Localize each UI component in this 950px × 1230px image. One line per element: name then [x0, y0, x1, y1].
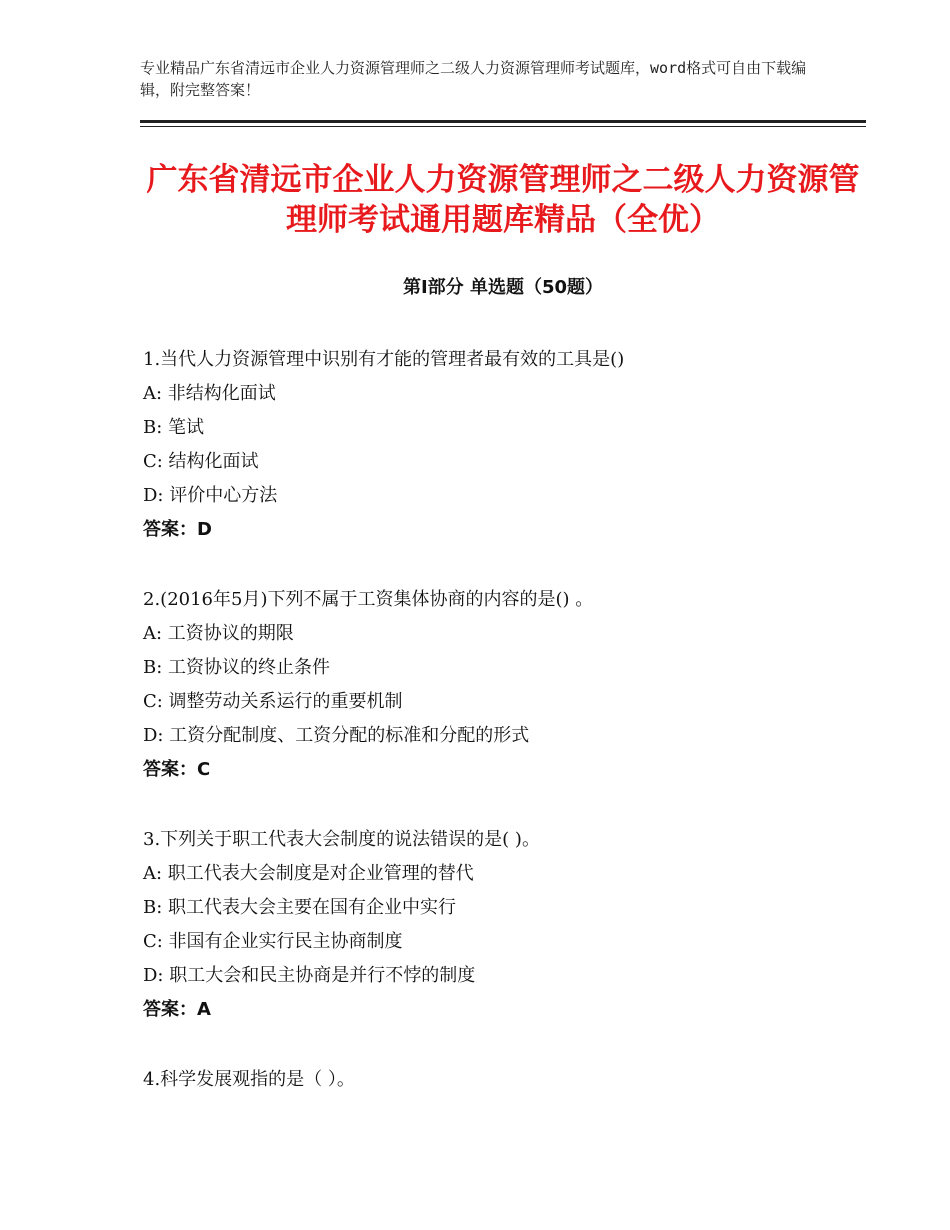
question-3 [143, 823, 863, 1027]
option-b: B: 职工代表大会主要在国有企业中实行 [143, 897, 457, 918]
option-d: D: 工资分配制度、工资分配的标准和分配的形式 [143, 725, 530, 746]
question-stem: 4.科学发展观指的是（ ）。 [143, 1069, 355, 1090]
option-a: A: 工资协议的期限 [143, 623, 294, 644]
question-stem: 3.下列关于职工代表大会制度的说法错误的是( )。 [143, 829, 540, 850]
option-a: A: 职工代表大会制度是对企业管理的替代 [143, 863, 474, 884]
header-rule-thin [140, 126, 866, 127]
option-b: B: 工资协议的终止条件 [143, 657, 331, 678]
question-stem: 2.(2016年5月)下列不属于工资集体协商的内容的是() 。 [143, 589, 594, 610]
section-heading: 第Ⅰ部分 单选题（50题） [402, 277, 603, 298]
document-title: 广东省清远市企业人力资源管理师之二级人力资源管理师考试通用题库精品（全优） [146, 162, 860, 238]
question-stem: 1.当代人力资源管理中识别有才能的管理者最有效的工具是() [143, 349, 625, 370]
answer: 答案：C [143, 759, 211, 780]
answer: 答案：D [143, 519, 212, 540]
option-d: D: 评价中心方法 [143, 485, 278, 506]
question-1 [143, 343, 863, 547]
option-c: C: 非国有企业实行民主协商制度 [143, 931, 403, 952]
header-note: 专业精品广东省清远市企业人力资源管理师之二级人力资源管理师考试题库，word格式可自由下载编辑，附完整答案！ [140, 59, 807, 99]
option-d: D: 职工大会和民主协商是并行不悖的制度 [143, 965, 476, 986]
question-4 [143, 1063, 863, 1097]
question-list [143, 343, 863, 1133]
answer: 答案：A [143, 999, 211, 1020]
option-c: C: 结构化面试 [143, 451, 259, 472]
header-rule-thick [140, 120, 866, 123]
option-c: C: 调整劳动关系运行的重要机制 [143, 691, 403, 712]
option-a: A: 非结构化面试 [143, 383, 276, 404]
question-2 [143, 583, 863, 787]
option-b: B: 笔试 [143, 417, 205, 438]
